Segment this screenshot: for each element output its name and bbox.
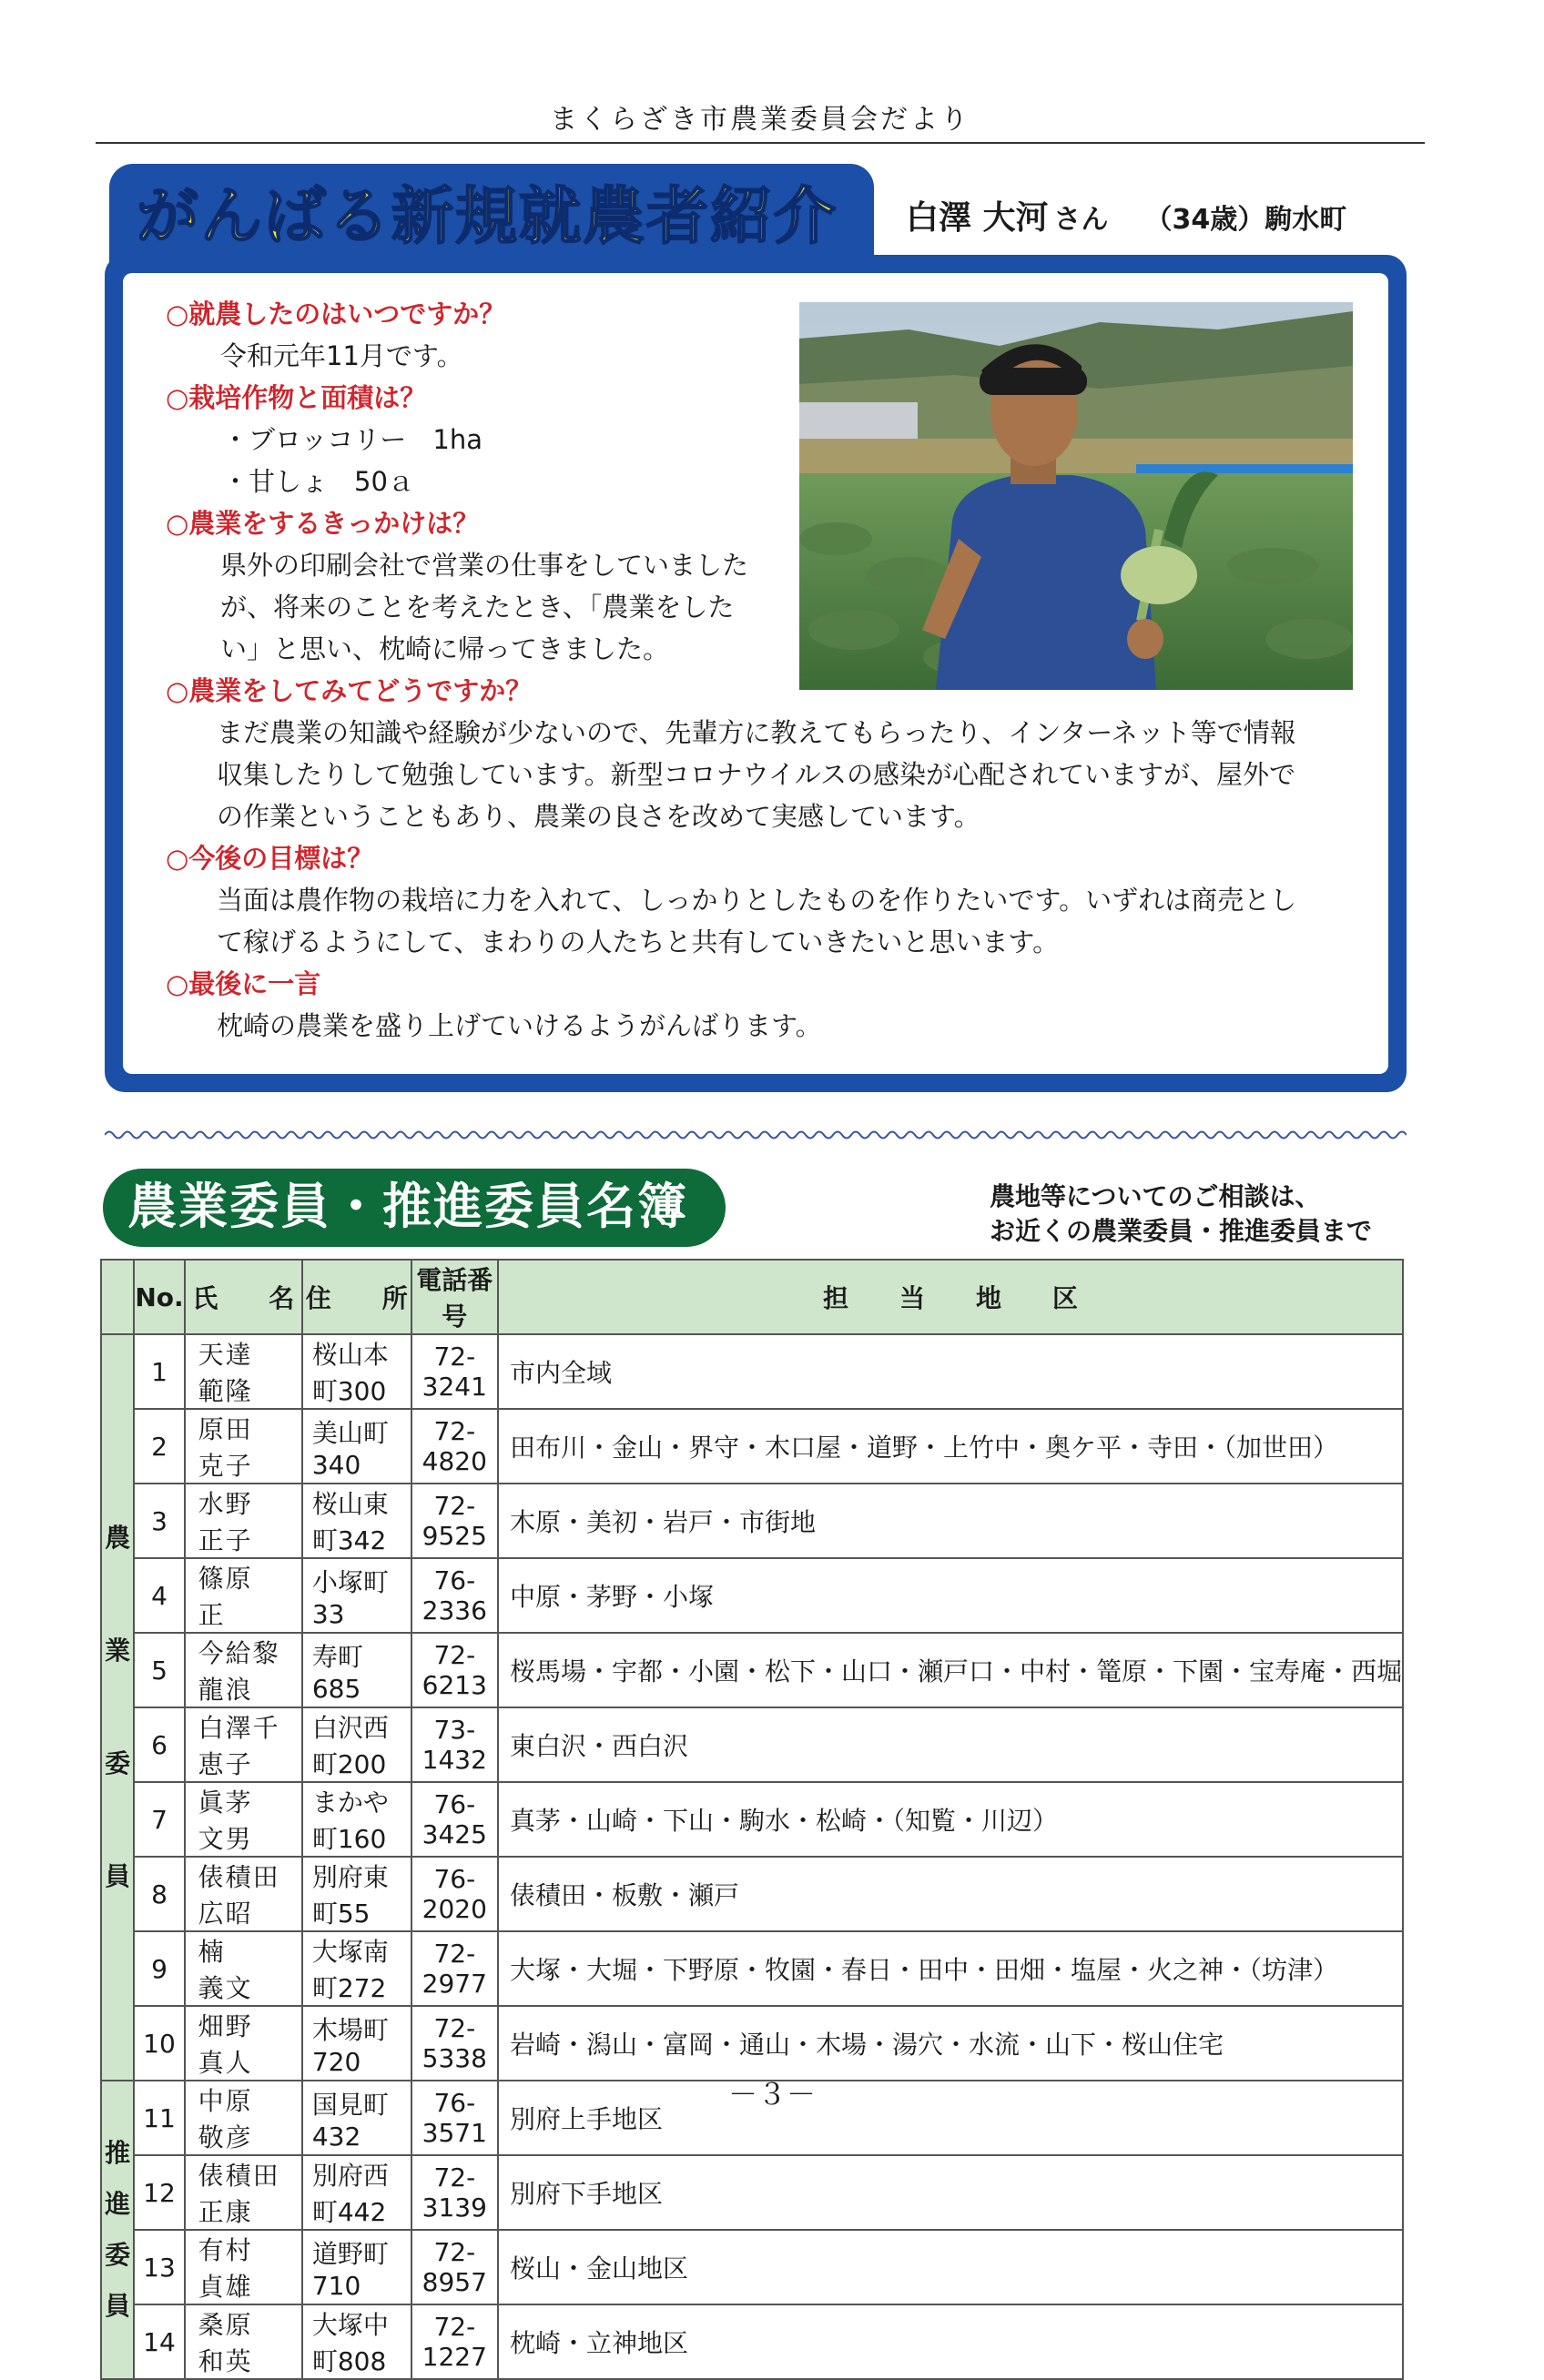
answer-line: 令和元年11月です。: [220, 340, 463, 371]
question: ○就農したのはいつですか？: [166, 299, 506, 329]
member-name: 水野 正子: [185, 1484, 302, 1558]
member-name: 原田 克子: [185, 1409, 302, 1484]
answer-line: が、将来のことを考えたとき、「農業をした: [220, 592, 735, 623]
member-name: 俵積田広昭: [185, 1857, 302, 1931]
member-address: 別府東町55: [302, 1857, 411, 1931]
table-row: [101, 1931, 1403, 2006]
member-phone: 72-6213: [411, 1633, 498, 1707]
farmer-name: 白澤 大河: [906, 199, 1049, 237]
member-name: 俵積田正康: [185, 2155, 302, 2230]
assigned-area: 別府下手地区: [498, 2155, 1403, 2230]
assigned-area: 枕崎・立神地区: [498, 2304, 1403, 2379]
table-row: [101, 2304, 1403, 2379]
assigned-area: 市内全域: [498, 1334, 1403, 1409]
header-area: 担 当 地 区: [498, 1260, 1403, 1334]
consult-line: お近くの農業委員・推進委員まで: [990, 1216, 1373, 1246]
assigned-area: 別府上手地区: [498, 2081, 1403, 2155]
question: ○農業をするきっかけは？: [166, 508, 480, 539]
assigned-area: 俵積田・板敷・瀬戸: [498, 1857, 1403, 1931]
member-phone: 76-2336: [411, 1558, 498, 1633]
row-no: 4: [134, 1558, 184, 1633]
assigned-area: 中原・茅野・小塚: [498, 1558, 1403, 1633]
committee-roster-table: [100, 1259, 1404, 2380]
farmer-photo: [799, 302, 1353, 690]
row-no: 6: [134, 1707, 184, 1782]
table-row: [101, 2155, 1403, 2230]
member-name: 白澤千恵子: [185, 1707, 302, 1782]
member-address: 国見町432: [302, 2081, 411, 2155]
member-address: 別府西町442: [302, 2155, 411, 2230]
consult-note: [990, 1180, 1372, 1249]
member-phone: 72-4820: [411, 1409, 498, 1484]
row-no: 10: [134, 2006, 184, 2081]
answer-line: ・ブロッコリー 1ha: [222, 424, 483, 455]
header-name: 氏 名: [185, 1260, 302, 1334]
member-name: 桑原 和英: [185, 2304, 302, 2379]
answer-line: て稼げるようにして、まわりの人たちと共有していきたいと思います。: [217, 927, 1060, 957]
member-address: 大塚中町808: [302, 2304, 411, 2379]
farmer-town: 駒水町: [1265, 204, 1347, 236]
header-blank: [101, 1260, 134, 1334]
row-no: 1: [134, 1334, 184, 1409]
roster-body: [101, 1334, 1403, 2379]
member-address: 桜山東町342: [302, 1484, 411, 1558]
answer-line: い」と思い、枕崎に帰ってきました。: [220, 633, 670, 664]
member-phone: 72-9525: [411, 1484, 498, 1558]
answer-line: 県外の印刷会社で営業の仕事をしていました: [220, 550, 749, 581]
answer-line: まだ農業の知識や経験が少ないので、先輩方に教えてもらったり、インターネット等で情報: [217, 717, 1296, 748]
member-phone: 72-2977: [411, 1931, 498, 2006]
member-phone: 76-2020: [411, 1857, 498, 1931]
row-no: 12: [134, 2155, 184, 2230]
newsletter-header: まくらざき市農業委員会だより: [96, 98, 1425, 144]
answer-line: 枕崎の農業を盛り上げていけるようがんばります。: [217, 1010, 822, 1041]
member-name: 今給黎龍浪: [185, 1633, 302, 1707]
table-row: [101, 1484, 1403, 1558]
row-no: 9: [134, 1931, 184, 2006]
question: ○最後に一言: [166, 968, 321, 999]
member-phone: 72-3139: [411, 2155, 498, 2230]
question: ○栽培作物と面積は？: [166, 382, 427, 413]
member-name: 有村 貞雄: [185, 2230, 302, 2304]
row-no: 11: [134, 2081, 184, 2155]
member-address: 白沢西町200: [302, 1707, 411, 1782]
farmer-profile: [906, 197, 1346, 242]
member-phone: 72-1227: [411, 2304, 498, 2379]
member-name: 楠 義文: [185, 1931, 302, 2006]
answer-line: 当面は農作物の栽培に力を入れて、しっかりとしたものを作りたいです。いずれは商売とし: [217, 885, 1297, 916]
table-row: [101, 2006, 1403, 2081]
member-address: まかや町160: [302, 1782, 411, 1857]
member-address: 寿町685: [302, 1633, 411, 1707]
question: ○農業をしてみてどうですか？: [166, 675, 533, 706]
member-address: 美山町340: [302, 1409, 411, 1484]
member-name: 天達 範隆: [185, 1334, 302, 1409]
category-promotion-committee: 推 進 委 員: [101, 2081, 134, 2379]
table-row: [101, 1633, 1403, 1707]
header-phone: 電話番号: [411, 1260, 498, 1334]
table-row: [101, 1409, 1403, 1484]
member-name: 眞茅 文男: [185, 1782, 302, 1857]
member-address: 木場町720: [302, 2006, 411, 2081]
member-address: 大塚南町272: [302, 1931, 411, 2006]
member-phone: 72-8957: [411, 2230, 498, 2304]
header-address: 住 所: [302, 1260, 411, 1334]
member-name: 中原 敬彦: [185, 2081, 302, 2155]
member-name: 篠原 正: [185, 1558, 302, 1633]
member-address: 小塚町33: [302, 1558, 411, 1633]
member-phone: 76-3425: [411, 1782, 498, 1857]
row-no: 3: [134, 1484, 184, 1558]
row-no: 8: [134, 1857, 184, 1931]
feature-title: がんばる新規就農者紹介: [137, 181, 838, 253]
row-no: 14: [134, 2304, 184, 2379]
table-row: [101, 1707, 1403, 1782]
assigned-area: 桜山・金山地区: [498, 2230, 1403, 2304]
assigned-area: 東白沢・西白沢: [498, 1707, 1403, 1782]
row-no: 7: [134, 1782, 184, 1857]
row-no: 13: [134, 2230, 184, 2304]
roster-title: 農業委員・推進委員名簿: [127, 1178, 688, 1235]
member-phone: 72-5338: [411, 2006, 498, 2081]
assigned-area: 岩崎・潟山・富岡・通山・木場・湯穴・水流・山下・桜山住宅: [498, 2006, 1403, 2081]
member-name: 畑野 真人: [185, 2006, 302, 2081]
member-phone: 72-3241: [411, 1334, 498, 1409]
row-no: 5: [134, 1633, 184, 1707]
table-row: [101, 1334, 1403, 1409]
question: ○今後の目標は？: [166, 843, 374, 874]
answer-line: 収集したりして勉強しています。新型コロナウイルスの感染が心配されていますが、屋外で: [217, 759, 1295, 790]
consult-line: 農地等についてのご相談は、: [990, 1181, 1321, 1211]
assigned-area: 真茅・山崎・下山・駒水・松崎・（知覧・川辺）: [498, 1782, 1403, 1857]
assigned-area: 田布川・金山・界守・木口屋・道野・上竹中・奥ケ平・寺田・（加世田）: [498, 1409, 1403, 1484]
row-no: 2: [134, 1409, 184, 1484]
table-row: [101, 2230, 1403, 2304]
member-phone: 73-1432: [411, 1707, 498, 1782]
member-address: 道野町710: [302, 2230, 411, 2304]
farmer-honorific: さん: [1053, 204, 1109, 236]
member-address: 桜山本町300: [302, 1334, 411, 1409]
answer-line: ・甘しょ 50ａ: [222, 466, 414, 497]
header-no: No.: [134, 1260, 184, 1334]
category-agri-committee: 農 業 委 員: [101, 1334, 134, 2081]
member-phone: 76-3571: [411, 2081, 498, 2155]
farmer-age: （34歳）: [1144, 204, 1265, 236]
assigned-area: 大塚・大堀・下野原・牧園・春日・田中・田畑・塩屋・火之神・（坊津）: [498, 1931, 1403, 2006]
answer-line: の作業ということもあり、農業の良さを改めて実感しています。: [217, 801, 980, 832]
wavy-divider: [105, 1129, 1407, 1141]
table-row: [101, 1558, 1403, 1633]
table-row: [101, 1782, 1403, 1857]
page-number: －３－: [727, 2077, 816, 2112]
assigned-area: 桜馬場・宇都・小園・松下・山口・瀬戸口・中村・篭原・下園・宝寿庵・西堀: [498, 1633, 1403, 1707]
table-row: [101, 1857, 1403, 1931]
assigned-area: 木原・美初・岩戸・市街地: [498, 1484, 1403, 1558]
table-header-row: [101, 1260, 1403, 1334]
